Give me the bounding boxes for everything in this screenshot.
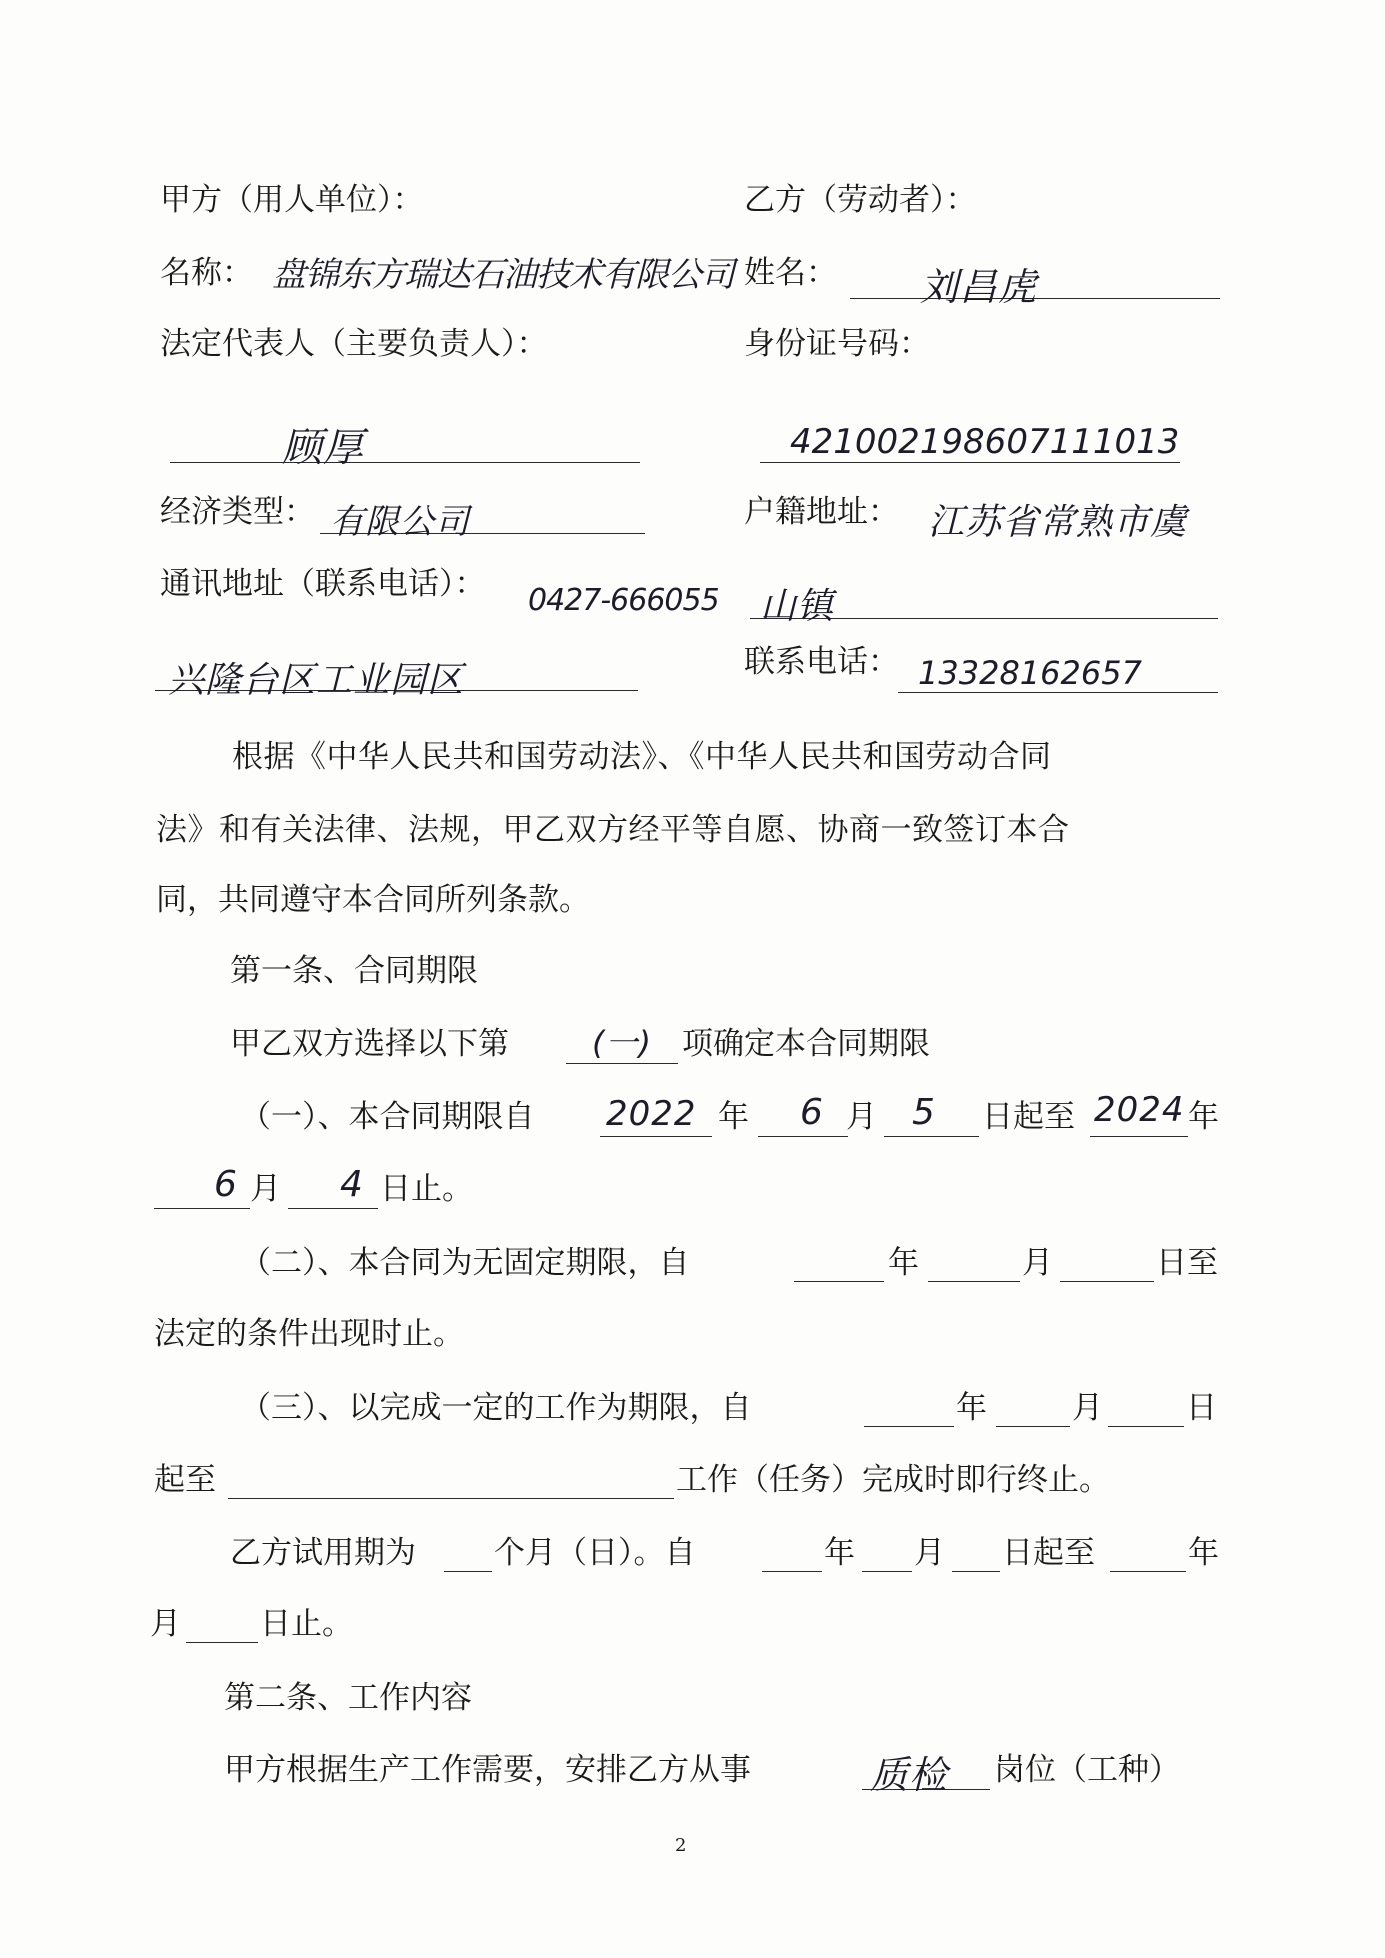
party-a-econ-value: 有限公司 [330,502,470,542]
option-2-month-char: 月 [1022,1245,1053,1281]
option-1-month2-underline [154,1208,250,1209]
party-a-rep-value: 顾厚 [282,425,364,471]
probation-year2-underline [1110,1571,1186,1572]
probation-year-char-2: 年 [1188,1535,1219,1571]
probation-year1-underline [762,1571,822,1572]
option-1-year2: 2024 [1094,1090,1185,1130]
article-2-value: 质检 [870,1753,949,1797]
party-a-addr-label: 通讯地址（联系电话）： [160,566,486,602]
party-b-hukou-value-2: 山镇 [760,586,835,627]
option-2-line-2: 法定的条件出现时止。 [154,1316,464,1352]
party-b-id-underline [760,462,1180,463]
probation-day-end: 日止。 [260,1606,353,1642]
party-a-name-value: 盘锦东方瑞达石油技术有限公司 [272,255,734,295]
option-1-day1-underline [884,1136,979,1137]
option-1-year2-underline [1090,1136,1188,1137]
party-b-id-value: 421002198607111013 [790,422,1180,462]
probation-unit: 个月（日）。自 [494,1535,696,1571]
party-a-name-label: 名称： [160,255,253,291]
party-b-name-label: 姓名： [744,255,837,291]
party-b-phone-value: 13328162657 [918,654,1142,692]
option-1-year1: 2022 [606,1094,697,1134]
party-b-hukou-value-1: 江苏省常熟市虞 [928,502,1188,543]
party-b-id-label: 身份证号码： [744,326,930,362]
party-b-phone-label: 联系电话： [744,644,899,680]
article-2-post: 岗位（工种） [994,1752,1180,1788]
option-3-year-underline [864,1426,954,1427]
intro-line-3: 同，共同遵守本合同所列条款。 [156,882,590,918]
option-1-day2: 4 [340,1164,364,1205]
option-1-month1-underline [758,1136,848,1137]
probation-year-char-1: 年 [824,1535,855,1571]
party-a-addr-value: 兴隆台区工业园区 [168,660,465,701]
intro-line-1: 根据《中华人民共和国劳动法》、《中华人民共和国劳动合同 [232,739,1052,775]
probation-day-from: 日起至 [1002,1535,1095,1571]
option-3-pre: （三）、以完成一定的工作为期限，自 [240,1390,752,1426]
option-1-day-end: 日止。 [380,1171,473,1207]
party-b-heading: 乙方（劳动者）： [744,182,977,218]
option-1-year1-underline [600,1136,712,1137]
option-1-month-char-1: 月 [846,1099,877,1135]
probation-months-underline [444,1571,492,1572]
option-3-line-2-pre: 起至 [154,1462,216,1498]
option-2-year-char: 年 [888,1245,919,1281]
party-b-hukou-label: 户籍地址： [744,494,899,530]
option-3-day-underline [1108,1426,1184,1427]
option-3-month-char: 月 [1072,1390,1103,1426]
option-3-day-char: 日 [1186,1390,1217,1426]
option-3-task-underline [228,1498,674,1499]
option-2-day-underline [1060,1281,1154,1282]
party-a-rep-underline [170,462,640,463]
probation-month-char-2: 月 [150,1606,181,1642]
intro-line-2: 法》和有关法律、法规，甲乙双方经平等自愿、协商一致签订本合 [156,812,1070,848]
article-1-choose-value: (一) [592,1024,652,1062]
option-2-month-underline [928,1281,1020,1282]
article-1-title: 第一条、合同期限 [230,953,478,989]
probation-month1-underline [862,1571,912,1572]
option-3-year-char: 年 [956,1390,987,1426]
probation-day1-underline [952,1571,1000,1572]
option-2-day-char: 日至 [1156,1245,1218,1281]
article-2-title: 第二条、工作内容 [224,1680,472,1716]
option-2-pre: （二）、本合同为无固定期限，自 [240,1245,690,1281]
party-a-phone-value: 0427-666055 [528,583,719,618]
option-1-day1: 5 [912,1092,936,1133]
option-3-line-2-post: 工作（任务）完成时即行终止。 [676,1462,1110,1498]
option-1-month1: 6 [800,1092,824,1133]
probation-pre: 乙方试用期为 [230,1535,416,1571]
option-2-year-underline [794,1281,884,1282]
option-1-day2-underline [288,1208,378,1209]
probation-day2-underline [186,1642,258,1643]
option-3-month-underline [996,1426,1070,1427]
option-1-month2: 6 [214,1164,238,1205]
article-2-pre: 甲方根据生产工作需要，安排乙方从事 [224,1752,751,1788]
party-a-rep-label: 法定代表人（主要负责人）： [160,326,548,362]
option-1-day-from: 日起至 [982,1099,1075,1135]
party-a-econ-label: 经济类型： [160,494,315,530]
article-1-choose-post: 项确定本合同期限 [682,1026,930,1062]
party-a-heading: 甲方（用人单位）： [160,182,424,218]
option-1-pre: （一）、本合同期限自 [240,1099,535,1135]
option-1-month-char-2: 月 [250,1171,281,1207]
article-1-choose-pre: 甲乙双方选择以下第 [230,1026,509,1062]
page-number: 2 [675,1835,687,1856]
option-1-year-char-1: 年 [718,1099,749,1135]
party-b-phone-underline [898,692,1218,693]
party-b-name-value: 刘昌虎 [920,265,1038,309]
probation-month-char-1: 月 [914,1535,945,1571]
option-1-year-char-2: 年 [1188,1099,1219,1135]
